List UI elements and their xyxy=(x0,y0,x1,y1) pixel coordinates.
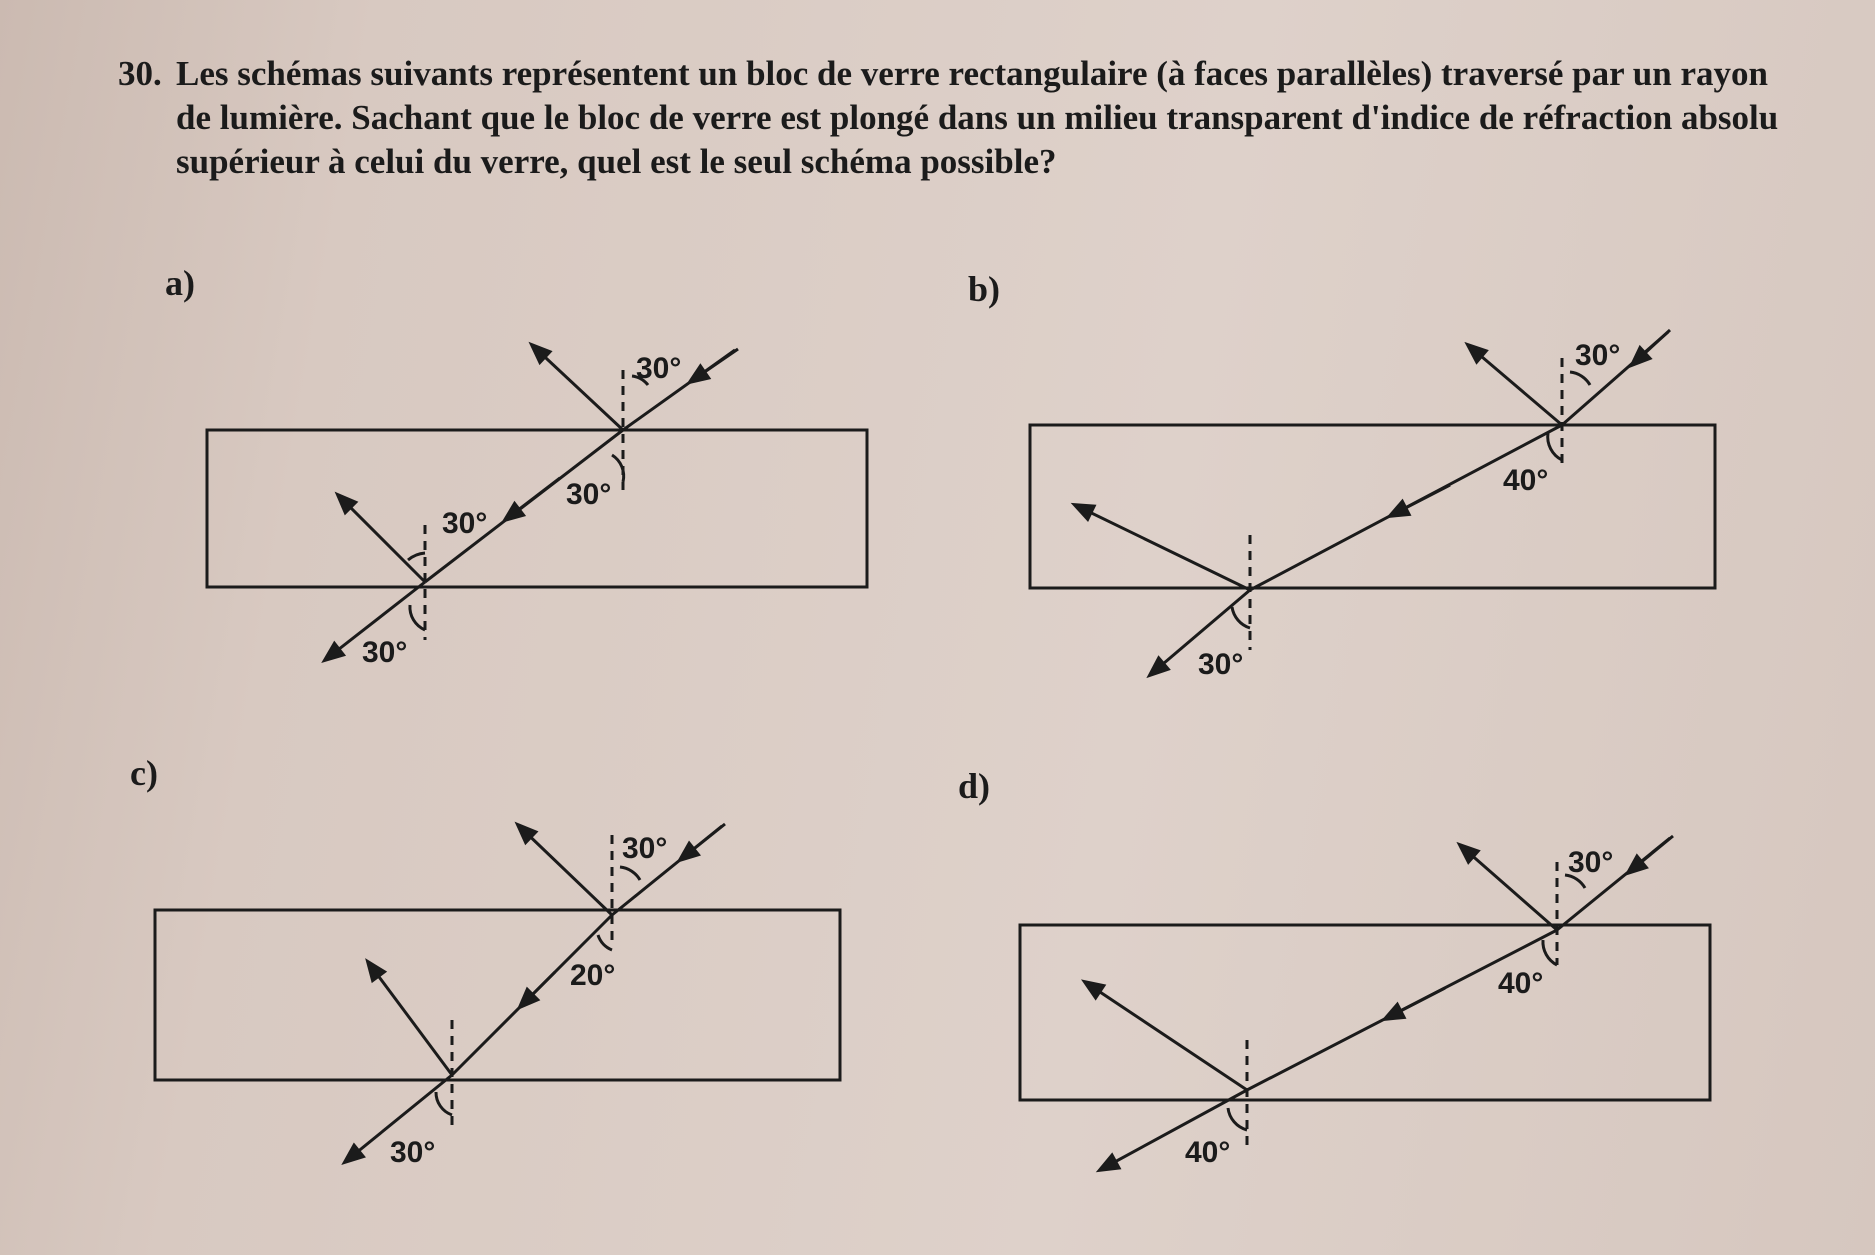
diagram-b xyxy=(1030,330,1715,675)
angle-b-bottom-out: 30° xyxy=(1198,648,1244,681)
internal-reflection-d xyxy=(1085,982,1247,1090)
reflected-ray-d-top xyxy=(1460,845,1557,930)
question-number: 30. xyxy=(118,54,162,93)
angle-a-top-out: 30° xyxy=(636,352,682,385)
angle-d-top-in: 40° xyxy=(1498,967,1544,1000)
angle-b-top-out: 30° xyxy=(1575,339,1621,372)
option-b-label: b) xyxy=(968,269,1001,309)
internal-reflection-c xyxy=(368,962,452,1075)
question-text: Les schémas suivants représentent un bloc de verre rectangulaire (à faces parallèles) traversé par un rayon de lumière. Sachant que le bloc de verre est plongé dans un milieu transparent d'indice de réfraction absolu supérieur à celui du verre, quel est le seul schéma possible? xyxy=(176,54,1779,181)
glass-block-d xyxy=(1020,925,1710,1100)
reflected-ray-a-top xyxy=(532,345,623,430)
reflected-ray-c-top xyxy=(518,825,612,915)
incident-arrow-a xyxy=(690,349,738,382)
angle-a-top-in: 30° xyxy=(566,478,612,511)
option-c-label: c) xyxy=(130,753,158,793)
incident-arrow-b xyxy=(1632,330,1670,365)
angle-a-bottom-out: 30° xyxy=(362,636,408,669)
option-d-label: d) xyxy=(958,766,991,806)
reflected-ray-b-top xyxy=(1468,345,1562,425)
arc-b-bottom xyxy=(1232,607,1250,628)
angle-b-top-in: 40° xyxy=(1503,464,1549,497)
glass-block-a xyxy=(207,430,867,587)
angle-a-reflect: 30° xyxy=(442,507,488,540)
arc-d-bottom xyxy=(1228,1108,1247,1130)
refracted-arrow-d xyxy=(1385,988,1445,1019)
arc-a-reflect xyxy=(408,553,425,560)
angle-c-top-in: 20° xyxy=(570,959,616,992)
option-a-label: a) xyxy=(165,263,195,303)
arc-b-top-in xyxy=(1548,433,1562,460)
angle-c-top-out: 30° xyxy=(622,832,668,865)
angle-d-bottom-out: 40° xyxy=(1185,1136,1231,1169)
arc-c-top-out xyxy=(620,867,640,880)
glass-block-c xyxy=(155,910,840,1080)
diagram-d xyxy=(1020,836,1710,1170)
incident-arrow-c xyxy=(680,824,725,860)
diagram-a xyxy=(207,345,867,660)
refracted-arrow-a xyxy=(505,478,560,520)
diagram-c xyxy=(155,824,840,1162)
internal-reflection-a xyxy=(338,495,425,582)
internal-reflection-b xyxy=(1075,505,1250,590)
angle-d-top-out: 30° xyxy=(1568,846,1614,879)
arc-c-top-in xyxy=(598,935,612,950)
arc-c-bottom xyxy=(436,1092,452,1115)
arc-a-bottom xyxy=(410,605,425,630)
arc-b-top-out xyxy=(1570,372,1590,385)
incident-arrow-d xyxy=(1628,836,1673,873)
refracted-arrow-c xyxy=(520,972,555,1007)
arc-d-top-in xyxy=(1543,940,1557,965)
angle-c-bottom-out: 30° xyxy=(390,1136,436,1169)
glass-block-b xyxy=(1030,425,1715,588)
arc-a-top-in xyxy=(612,455,624,482)
refracted-arrow-b xyxy=(1390,485,1450,516)
